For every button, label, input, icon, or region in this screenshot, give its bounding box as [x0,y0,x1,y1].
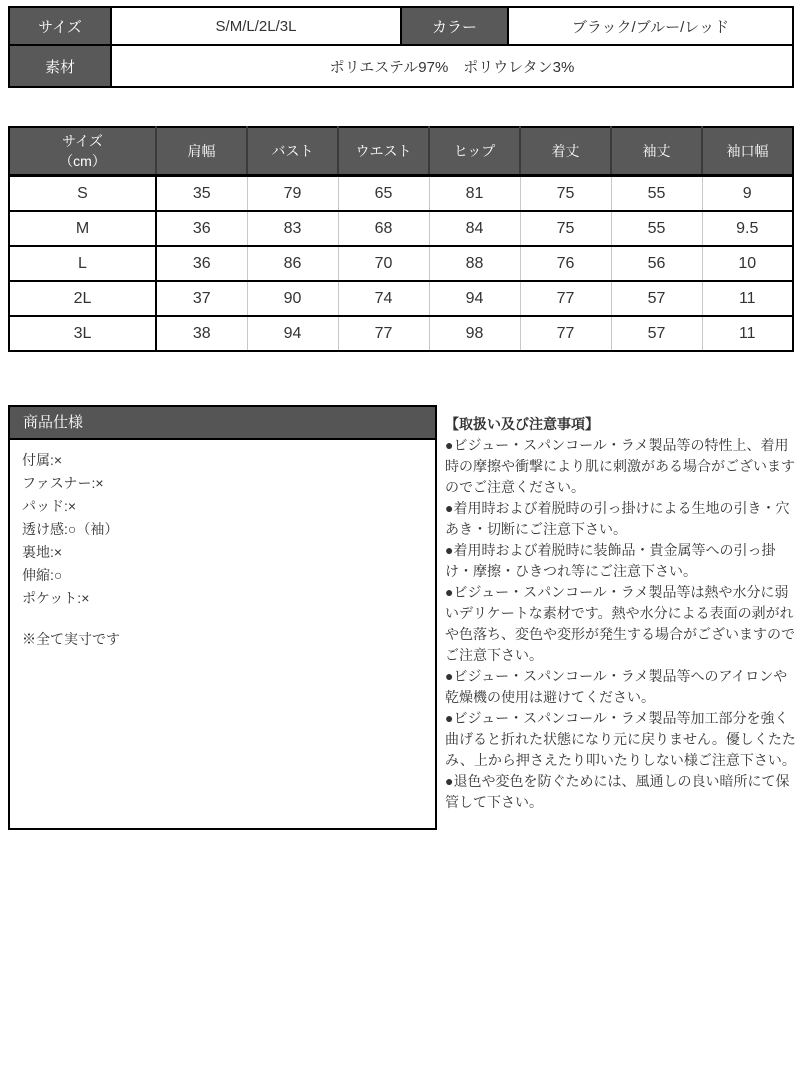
spec-item: ファスナー:× [22,475,104,491]
spec-item: 透け感:○（袖） [22,521,119,537]
measurement-cell: 11 [702,316,793,351]
measurement-cell: 94 [247,316,338,351]
size-chart-table [8,126,794,352]
spec-item: ポケット:× [22,590,90,606]
measurement-cell: 74 [338,281,429,316]
measurement-cell: 75 [520,211,611,246]
size-unit-header-line1: サイズ [62,133,103,149]
color-label-cell: カラー [401,7,508,45]
spec-item: 伸縮:○ [22,567,63,583]
size-row-L [9,246,793,281]
measurement-cell: 77 [520,281,611,316]
measurement-cell: 75 [520,176,611,212]
handling-notes [445,414,797,813]
material-label-cell: 素材 [9,45,111,87]
measurement-cell: 57 [611,281,702,316]
measurement-cell: 55 [611,176,702,212]
size-unit-header-cell [9,127,156,176]
measurement-column-header: バスト [247,127,338,176]
measurement-column-header: 肩幅 [156,127,247,176]
size-name-cell: L [9,246,156,281]
measurement-cell: 90 [247,281,338,316]
measurement-column-header: ヒップ [429,127,520,176]
color-value-cell: ブラック/ブルー/レッド [508,7,793,45]
size-chart-header-row [9,127,793,176]
measurement-cell: 77 [338,316,429,351]
spec-item: 付属:× [22,452,63,468]
size-row-2L [9,281,793,316]
measurement-cell: 56 [611,246,702,281]
spec-item: 裏地:× [22,544,63,560]
measurement-cell: 68 [338,211,429,246]
size-row-S [9,176,793,212]
measurement-cell: 38 [156,316,247,351]
spec-list [10,440,435,610]
size-chart-body [9,176,793,352]
measurement-cell: 37 [156,281,247,316]
material-value-cell: ポリエステル97% ポリウレタン3% [111,45,793,87]
measurement-cell: 77 [520,316,611,351]
size-row-M [9,211,793,246]
measurement-column-header: 着丈 [520,127,611,176]
measurement-cell: 83 [247,211,338,246]
measurement-column-header: 袖丈 [611,127,702,176]
measurement-column-header: ウエスト [338,127,429,176]
handling-note-item: ●着用時および着脱時に装飾品・貴金属等への引っ掛け・摩擦・ひきつれ等にご注意下さい。 [445,542,776,579]
measurement-column-header: 袖口幅 [702,127,793,176]
measurement-cell: 9.5 [702,211,793,246]
measurement-cell: 11 [702,281,793,316]
spec-box [8,405,437,830]
spec-box-title: 商品仕様 [10,407,435,440]
measurement-cell: 36 [156,211,247,246]
size-label-cell: サイズ [9,7,111,45]
measurement-cell: 88 [429,246,520,281]
measurement-cell: 79 [247,176,338,212]
info-row-size-color [9,7,793,45]
measurement-cell: 98 [429,316,520,351]
measurement-cell: 94 [429,281,520,316]
measurement-cell: 84 [429,211,520,246]
handling-note-item: ●退色や変色を防ぐためには、風通しの良い暗所にて保管して下さい。 [445,773,790,810]
size-row-3L [9,316,793,351]
spec-item: パッド:× [22,498,77,514]
product-info-table [8,6,794,88]
measurement-cell: 86 [247,246,338,281]
measurement-cell: 81 [429,176,520,212]
handling-note-item: ●ビジュー・スパンコール・ラメ製品等へのアイロンや乾燥機の使用は避けてください。 [445,668,788,705]
measurement-cell: 76 [520,246,611,281]
measurement-cell: 9 [702,176,793,212]
measurement-cell: 70 [338,246,429,281]
size-value-cell: S/M/L/2L/3L [111,7,401,45]
handling-note-item: ●ビジュー・スパンコール・ラメ製品等の特性上、着用時の摩擦や衝撃により肌に刺激がある場合がございますのでご注意ください。 [445,437,795,495]
handling-note-item: ●ビジュー・スパンコール・ラメ製品等は熱や水分に弱いデリケートな素材です。熱や水分による表面の剥がれや色落ち、変色や変形が発生する場合がございますのでご注意下さい。 [445,584,795,663]
measurement-cell: 65 [338,176,429,212]
handling-note-item: ●着用時および着脱時の引っ掛けによる生地の引き・穴あき・切断にご注意下さい。 [445,500,790,537]
size-unit-header-line2: （cm） [59,153,106,169]
measurement-cell: 36 [156,246,247,281]
measurement-cell: 35 [156,176,247,212]
size-name-cell: 2L [9,281,156,316]
measurement-cell: 55 [611,211,702,246]
spec-note: ※全て実寸です [22,631,120,647]
size-name-cell: M [9,211,156,246]
measurement-cell: 10 [702,246,793,281]
size-name-cell: S [9,176,156,212]
handling-notes-list [445,435,797,813]
handling-note-item: ●ビジュー・スパンコール・ラメ製品等加工部分を強く曲げると折れた状態になり元に戻りません。優しくたたみ、上から押さえたり叩いたりしない様ご注意下さい。 [445,710,796,768]
size-name-cell: 3L [9,316,156,351]
handling-notes-title: 【取扱い及び注意事項】 [445,416,599,432]
measurement-cell: 57 [611,316,702,351]
info-row-material [9,45,793,87]
